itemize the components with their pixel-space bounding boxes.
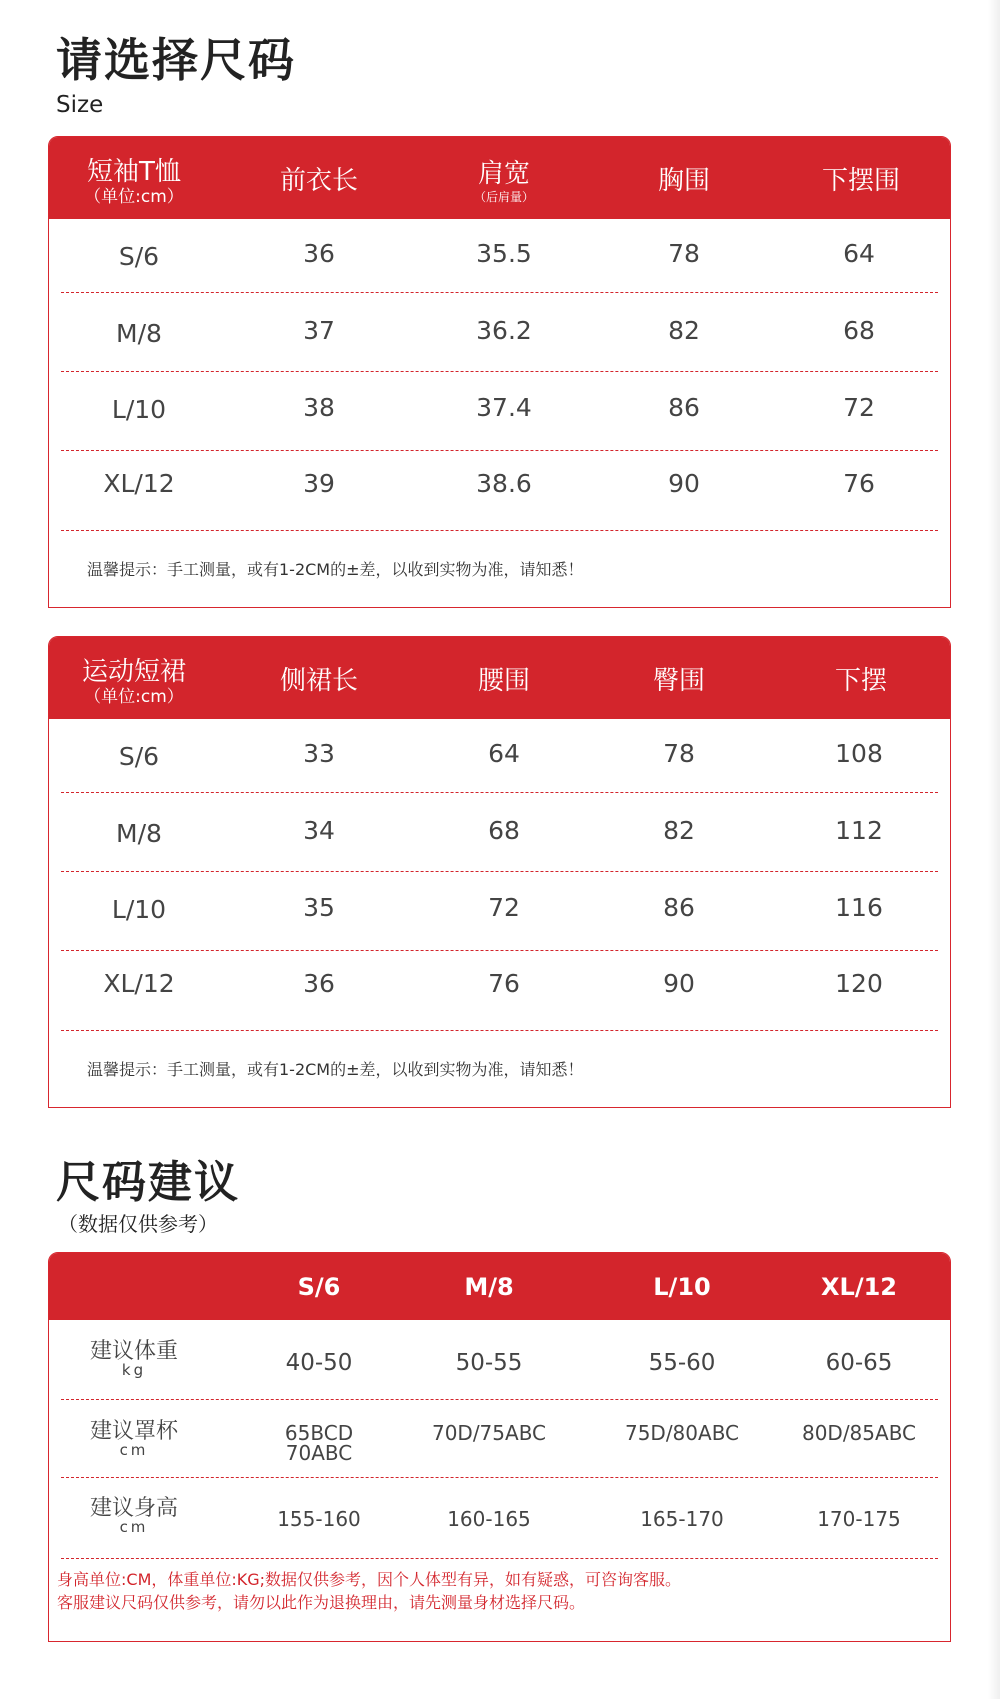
column-label: 下摆 bbox=[834, 665, 887, 696]
header-column bbox=[414, 637, 594, 719]
value-cell: 120 bbox=[835, 969, 883, 998]
value-cell: 65BCD 70ABC bbox=[284, 1421, 354, 1465]
value-cell: 64 bbox=[488, 739, 520, 768]
value-cell: 37 bbox=[303, 316, 335, 345]
row-divider bbox=[61, 792, 938, 793]
value-cell: 40-50 bbox=[285, 1350, 353, 1376]
value-cell: 36 bbox=[303, 969, 335, 998]
header-category bbox=[49, 137, 219, 219]
row-label-cup bbox=[69, 1421, 199, 1457]
value-cell: 60-65 bbox=[825, 1350, 893, 1376]
row-unit: cm bbox=[119, 1518, 149, 1536]
value-cell: 82 bbox=[668, 316, 700, 345]
value-cell: 116 bbox=[835, 893, 883, 922]
tshirt-size-table bbox=[48, 136, 951, 608]
value-cell: 35 bbox=[303, 893, 335, 922]
size-label: S/6 bbox=[297, 1272, 341, 1301]
size-cell: M/8 bbox=[116, 319, 162, 348]
header-size bbox=[424, 1253, 554, 1320]
value-cell: 33 bbox=[303, 739, 335, 768]
value-cell: 86 bbox=[663, 893, 695, 922]
column-label: 臀围 bbox=[652, 665, 705, 696]
suggestion-note: 身高单位:CM，体重单位:KG;数据仅供参考，因个人体型有异，如有疑惑，可咨询客服。 bbox=[57, 1570, 682, 1589]
size-cell: M/8 bbox=[116, 819, 162, 848]
size-label: L/10 bbox=[653, 1272, 711, 1301]
header-size bbox=[254, 1253, 384, 1320]
header-column bbox=[771, 137, 951, 219]
header-column bbox=[414, 137, 594, 219]
size-cell: S/6 bbox=[118, 742, 160, 771]
header-column bbox=[594, 137, 774, 219]
column-label: 肩宽 bbox=[477, 158, 530, 189]
value-cell: 82 bbox=[663, 816, 695, 845]
value-cell: 34 bbox=[303, 816, 335, 845]
skirt-size-table bbox=[48, 636, 951, 1108]
value-cell: 68 bbox=[488, 816, 520, 845]
right-edge bbox=[988, 0, 1000, 1699]
category-title: 运动短裙 bbox=[81, 656, 186, 687]
header-column bbox=[229, 637, 409, 719]
value-cell: 38.6 bbox=[476, 469, 532, 498]
header-size bbox=[617, 1253, 747, 1320]
value-cell: 68 bbox=[843, 316, 875, 345]
value-cell: 112 bbox=[835, 816, 883, 845]
value-cell: 78 bbox=[663, 739, 695, 768]
table-header bbox=[49, 137, 950, 219]
row-divider bbox=[61, 1558, 938, 1559]
row-unit: kg bbox=[121, 1361, 147, 1379]
value-cell: 86 bbox=[668, 393, 700, 422]
row-divider bbox=[61, 1030, 938, 1031]
value-cell: 75D/80ABC bbox=[624, 1421, 740, 1445]
column-label: 胸围 bbox=[657, 165, 710, 196]
value-cell: 160-165 bbox=[447, 1507, 531, 1531]
row-label: 建议体重 bbox=[89, 1339, 178, 1364]
suggestion-title: 尺码建议 bbox=[56, 1157, 240, 1208]
row-label: 建议罩杯 bbox=[89, 1419, 178, 1444]
row-divider bbox=[61, 530, 938, 531]
value-cell: 72 bbox=[488, 893, 520, 922]
value-cell: 108 bbox=[835, 739, 883, 768]
suggestion-subtitle: （数据仅供参考） bbox=[58, 1212, 218, 1236]
value-cell: 90 bbox=[668, 469, 700, 498]
category-title: 短袖T恤 bbox=[87, 156, 181, 187]
value-cell: 90 bbox=[663, 969, 695, 998]
row-divider bbox=[61, 450, 938, 451]
column-sublabel: （后肩量） bbox=[473, 189, 534, 204]
row-label-weight bbox=[69, 1341, 199, 1377]
measurement-note: 温馨提示：手工测量，或有1-2CM的±差，以收到实物为准，请知悉！ bbox=[87, 1060, 584, 1079]
size-cell: XL/12 bbox=[103, 969, 175, 998]
page-subtitle: Size bbox=[56, 92, 104, 118]
value-cell: 64 bbox=[843, 239, 875, 268]
page-title: 请选择尺码 bbox=[56, 33, 296, 87]
size-cell: L/10 bbox=[111, 395, 167, 424]
header-size bbox=[794, 1253, 924, 1320]
value-cell: 76 bbox=[843, 469, 875, 498]
value-cell: 70D/75ABC bbox=[431, 1421, 547, 1445]
value-cell: 80D/85ABC bbox=[801, 1421, 917, 1445]
column-label: 下摆围 bbox=[821, 165, 900, 196]
size-label: M/8 bbox=[464, 1272, 514, 1301]
column-label: 侧裙长 bbox=[279, 665, 358, 696]
size-cell: S/6 bbox=[118, 242, 160, 271]
value-cell: 170-175 bbox=[817, 1507, 901, 1531]
value-cell: 38 bbox=[303, 393, 335, 422]
unit-label: （单位:cm） bbox=[84, 186, 184, 207]
header-category bbox=[49, 637, 219, 719]
row-unit: cm bbox=[119, 1441, 149, 1459]
suggestion-table bbox=[48, 1252, 951, 1642]
size-label: XL/12 bbox=[821, 1272, 897, 1301]
value-cell: 37.4 bbox=[476, 393, 532, 422]
value-cell: 155-160 bbox=[277, 1507, 361, 1531]
row-divider bbox=[61, 292, 938, 293]
value-cell: 35.5 bbox=[476, 239, 532, 268]
size-cell: XL/12 bbox=[103, 469, 175, 498]
row-label: 建议身高 bbox=[89, 1496, 178, 1521]
column-label: 腰围 bbox=[477, 665, 530, 696]
value-cell: 165-170 bbox=[640, 1507, 724, 1531]
row-divider bbox=[61, 1399, 938, 1400]
table-header bbox=[49, 637, 950, 719]
value-cell: 72 bbox=[843, 393, 875, 422]
header-column bbox=[229, 137, 409, 219]
unit-label: （单位:cm） bbox=[84, 686, 184, 707]
value-cell: 55-60 bbox=[648, 1350, 716, 1376]
row-divider bbox=[61, 871, 938, 872]
header-column bbox=[589, 637, 769, 719]
row-divider bbox=[61, 1477, 938, 1478]
measurement-note: 温馨提示：手工测量，或有1-2CM的±差，以收到实物为准，请知悉！ bbox=[87, 560, 584, 579]
suggestion-note: 客服建议尺码仅供参考，请勿以此作为退换理由，请先测量身材选择尺码。 bbox=[57, 1593, 586, 1612]
value-cell: 76 bbox=[488, 969, 520, 998]
size-cell: L/10 bbox=[111, 895, 167, 924]
value-cell: 50-55 bbox=[455, 1350, 523, 1376]
column-label: 前衣长 bbox=[279, 165, 358, 196]
header-column bbox=[771, 637, 951, 719]
table-header bbox=[49, 1253, 950, 1320]
value-cell: 36.2 bbox=[476, 316, 532, 345]
value-cell: 39 bbox=[303, 469, 335, 498]
value-cell: 78 bbox=[668, 239, 700, 268]
row-label-height bbox=[69, 1498, 199, 1534]
row-divider bbox=[61, 950, 938, 951]
value-cell: 36 bbox=[303, 239, 335, 268]
row-divider bbox=[61, 371, 938, 372]
